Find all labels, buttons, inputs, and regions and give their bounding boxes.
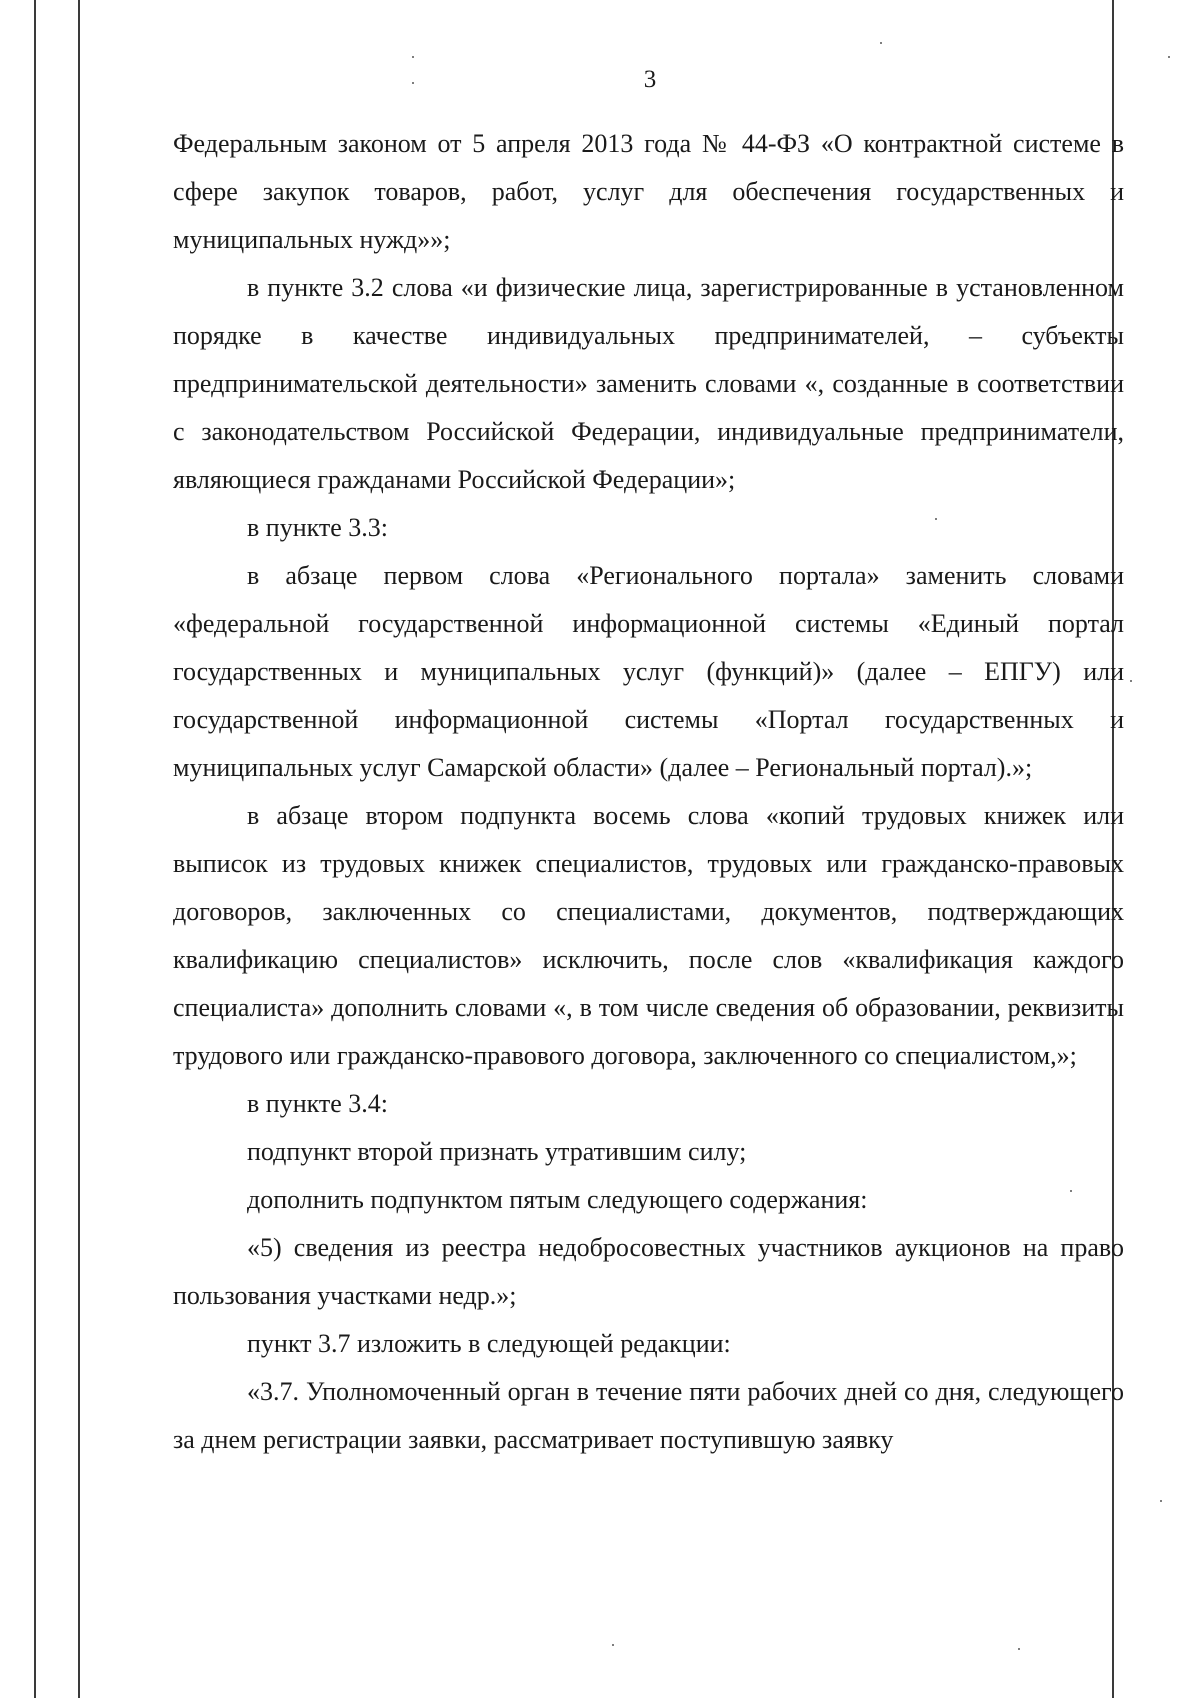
- page-number: 3: [643, 66, 657, 93]
- scan-speck: [1160, 1500, 1162, 1502]
- paragraph: дополнить подпунктом пятым следующего содержания:: [247, 1185, 868, 1214]
- paragraph: в абзаце втором подпункта восемь слова «копий трудовых книжек или выписок из трудовых книжек специалистов, трудовых или гражданско-правовых договоров, заключенных со специалистами, документов, подтверждающих квалификацию специалистов» исключить, после слов «квалификация каждого специалиста» дополнить словами «, в том числе сведения об образовании, реквизиты трудового или гражданско-правового договора, заключенного со специалистом,»;: [173, 801, 1124, 1070]
- scan-speck: [1130, 680, 1132, 682]
- paragraph: «5) сведения из реестра недобросовестных участников аукционов на право пользования участками недр.»;: [173, 1233, 1124, 1310]
- scan-speck: [1018, 1648, 1020, 1650]
- left-binding-line: [34, 0, 36, 1698]
- scan-speck: [1168, 56, 1170, 58]
- paragraph: в абзаце первом слова «Регионального портала» заменить словами «федеральной государственной информационной системы «Единый портал государственных и муниципальных услуг (функций)» (далее – ЕПГУ) или государственной информационной системы «Портал государственных и муниципальных услуг Самарской области» (далее – Региональный портал).»;: [173, 561, 1124, 782]
- scan-speck: [612, 1644, 614, 1646]
- paragraph: в пункте 3.4:: [247, 1089, 389, 1118]
- paragraph: «3.7. Уполномоченный орган в течение пяти рабочих дней со дня, следующего за днем регистрации заявки, рассматривает поступившую заявку: [173, 1377, 1124, 1454]
- document-body: [173, 120, 1124, 1464]
- paragraph: Федеральным законом от 5 апреля 2013 года № 44-ФЗ «О контрактной системе в сфере закупок товаров, работ, услуг для обеспечения государственных и муниципальных нужд»»;: [173, 129, 1124, 254]
- paragraph: в пункте 3.3:: [247, 513, 389, 542]
- scan-speck: [880, 42, 882, 44]
- paragraph: в пункте 3.2 слова «и физические лица, зарегистрированные в установленном порядке в качестве индивидуальных предпринимателей, – субъекты предпринимательской деятельности» заменить словами «, созданные в соответствии с законодательством Российской Федерации, индивидуальные предприниматели, являющиеся гражданами Российской Федерации»;: [173, 273, 1124, 494]
- paragraph: подпункт второй признать утратившим силу;: [247, 1137, 747, 1166]
- paragraph: пункт 3.7 изложить в следующей редакции:: [247, 1329, 731, 1358]
- scan-speck: [412, 56, 414, 58]
- left-binding-line-inner: [78, 0, 80, 1698]
